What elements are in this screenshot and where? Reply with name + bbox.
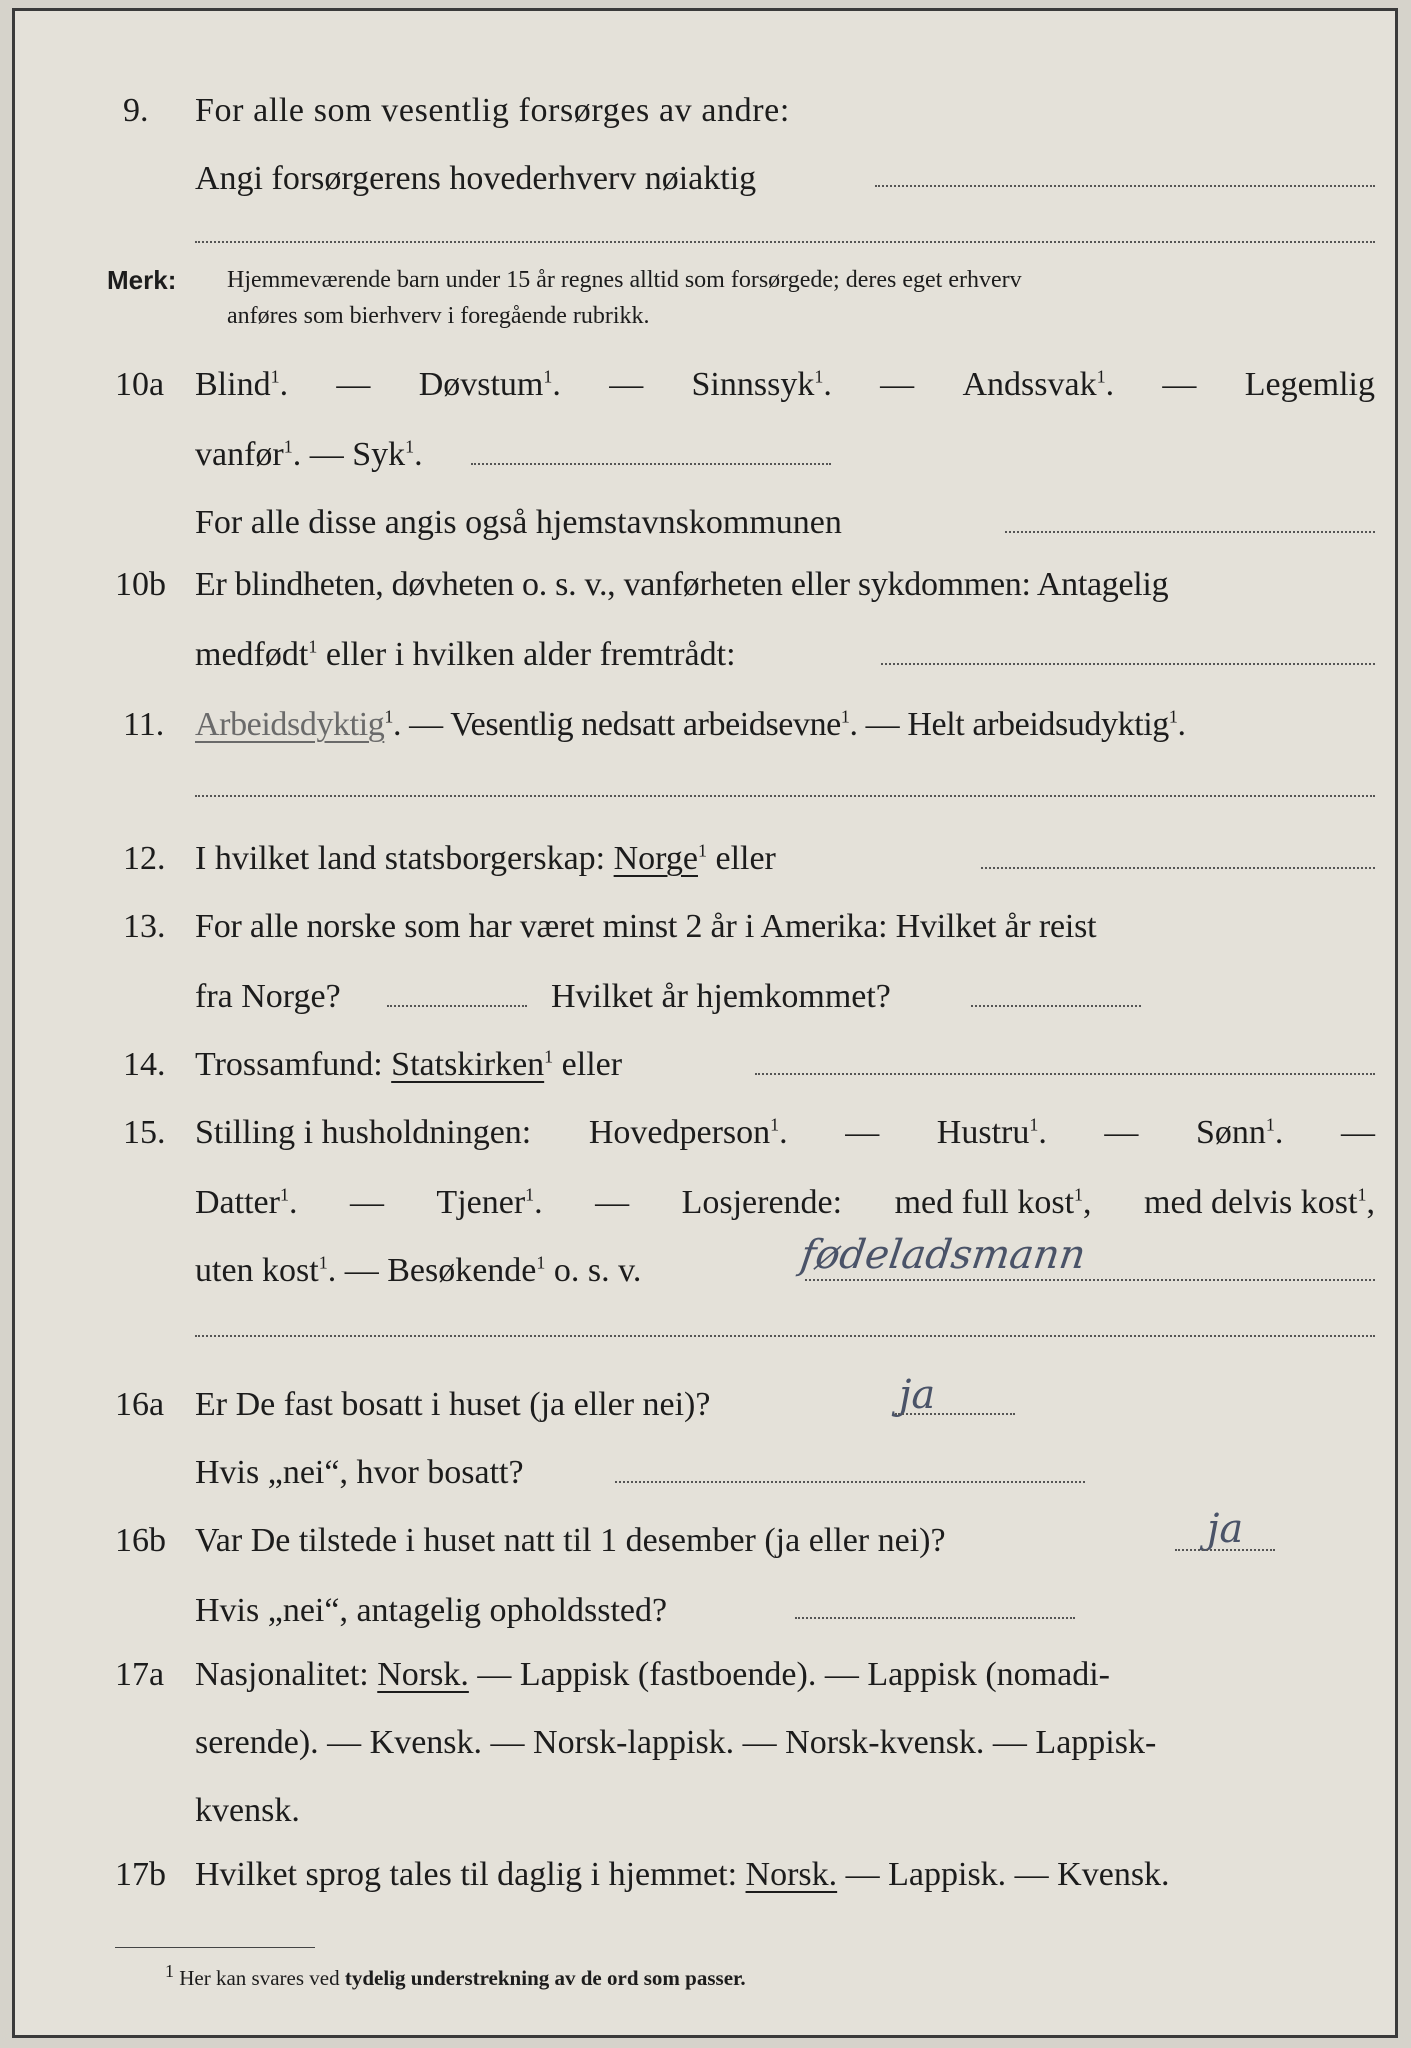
option-sonn: Sønn <box>1196 1114 1266 1151</box>
q15-line3: uten kost$^1$. — Besøkende$^1$ o. s. v. <box>195 1252 642 1289</box>
option-uten-kost: uten kost <box>195 1252 319 1289</box>
q15-line1: Stilling i husholdningen: Hovedperson$^1$. — Hustru$^1$. — Sønn$^1$. — <box>195 1114 1375 1151</box>
q10b-line2-rest: eller i hvilken alder fremtrådt: <box>325 636 736 673</box>
q9-answer-line <box>875 185 1375 187</box>
option-norsk-sprog: Norsk. <box>745 1856 838 1893</box>
q14-number: 14. <box>123 1046 166 1083</box>
option-besokende: Besøkende <box>387 1252 537 1289</box>
q10a-line3: For alle disse angis også hjemstavnskommunen <box>195 504 842 541</box>
census-form <box>15 11 1395 2035</box>
q10b-line2: medfødt$^1$ eller i hvilken alder fremtrådt: <box>195 636 736 673</box>
q12-eller: eller <box>715 840 776 877</box>
q10a-hjemstavn-line <box>1005 531 1375 533</box>
q17b-number: 17b <box>115 1856 166 1893</box>
option-vanfor: vanfør <box>195 436 284 473</box>
q10b-line1: Er blindheten, døvheten o. s. v., vanførheten eller sykdommen: Antagelig <box>195 566 1169 603</box>
option-dovstum: Døvstum <box>418 366 544 403</box>
q14-answer-line <box>755 1073 1375 1075</box>
option-tjener: Tjener <box>436 1184 526 1221</box>
q15-osv: o. s. v. <box>553 1252 642 1289</box>
q14-line: Trossamfund: Statskirken$^1$ eller <box>195 1046 623 1083</box>
q12-answer-line <box>981 867 1375 869</box>
q9-answer-line-2 <box>195 241 1375 243</box>
option-vesentlig-nedsatt: Vesentlig nedsatt arbeidsevne <box>450 706 841 743</box>
option-legemlig: Legemlig <box>1244 366 1375 403</box>
q12-line: I hvilket land statsborgerskap: Norge$^1$ eller <box>195 840 776 877</box>
q10a-line1: Blind$^1$. — Døvstum$^1$. — Sinnssyk$^1$. — Andssvak$^1$. — Legemlig <box>195 366 1375 403</box>
footnote <box>165 1961 746 1991</box>
q16a-line2: Hvis „nei“, hvor bosatt? <box>195 1454 524 1491</box>
q17b-text: Hvilket sprog tales til daglig i hjemmet: <box>195 1856 738 1893</box>
q15-answer-line <box>805 1279 1375 1281</box>
footnote-mark: 1 <box>165 1961 174 1981</box>
q11-line: Arbeidsdyktig$^1$. — Vesentlig nedsatt arbeidsevne$^1$. — Helt arbeidsudyktig$^1$. <box>195 706 1186 743</box>
option-norsk-nasjonalitet: Norsk. <box>377 1656 469 1693</box>
option-datter: Datter <box>195 1184 280 1221</box>
merk-label: Merk: <box>107 265 177 295</box>
q17a-nasjonalitet: Nasjonalitet: <box>195 1656 369 1693</box>
option-arbeidsdyktig: Arbeidsdyktig <box>195 706 385 743</box>
q10a-line2: vanfør$^1$. — Syk$^1$. <box>195 436 423 473</box>
q16b-line1: Var De tilstede i huset natt til 1 desember (ja eller nei)? <box>195 1522 946 1559</box>
q10a-syk-line <box>471 463 831 465</box>
q17a-line3: kvensk. <box>195 1792 300 1829</box>
merk-line2: anføres som bierhverv i foregående rubrikk. <box>227 303 650 329</box>
q17a-line1-rest: — Lappisk (fastboende). — Lappisk (nomadi- <box>477 1656 1110 1693</box>
option-med-full-kost: med full kost <box>894 1184 1075 1221</box>
q9-line2: Angi forsørgerens hovederhverv nøiaktig <box>195 160 757 197</box>
q16a-answer-line <box>895 1413 1015 1415</box>
q13-reist-line <box>387 1005 527 1007</box>
option-hustru: Hustru <box>936 1114 1030 1151</box>
q10b-number: 10b <box>115 566 166 603</box>
q15-handwritten-answer: fødeladsmann <box>797 1232 1089 1278</box>
option-statskirken: Statskirken <box>391 1046 545 1083</box>
option-hovedperson: Hovedperson <box>588 1114 771 1151</box>
q17a-line2: serende). — Kvensk. — Norsk-lappisk. — Norsk-kvensk. — Lappisk- <box>195 1724 1157 1761</box>
form-sheet <box>12 8 1398 2038</box>
option-syk: Syk <box>352 436 406 473</box>
q15-answer-line-2 <box>195 1335 1375 1337</box>
q12-text: I hvilket land statsborgerskap: <box>195 840 606 877</box>
q14-eller: eller <box>561 1046 623 1083</box>
q13-number: 13. <box>123 908 166 945</box>
merk-line1: Hjemmeværende barn under 15 år regnes alltid som forsørgede; deres eget erhverv <box>227 267 1022 293</box>
option-medfodt: medfødt <box>195 636 309 673</box>
q16b-number: 16b <box>115 1522 166 1559</box>
q9-number: 9. <box>123 92 149 129</box>
q17b-rest: — Lappisk. — Kvensk. <box>845 1856 1170 1893</box>
option-med-delvis-kost: med delvis kost <box>1144 1184 1358 1221</box>
option-norge: Norge <box>613 840 698 877</box>
q15-number: 15. <box>123 1114 166 1151</box>
q10a-number: 10a <box>115 366 165 403</box>
q13-line1: For alle norske som har været minst 2 år i Amerika: Hvilket år reist <box>195 908 1097 945</box>
q9-line1: For alle som vesentlig forsørges av andre: <box>195 92 790 129</box>
q15-stilling: Stilling i husholdningen: <box>195 1114 532 1151</box>
q16a-handwritten-answer: ja <box>899 1372 936 1418</box>
q11-number: 11. <box>123 706 165 743</box>
q16b-opholdssted-line <box>795 1617 1075 1619</box>
q17a-line1 <box>195 1655 1110 1695</box>
q16b-handwritten-answer: ja <box>1207 1506 1244 1552</box>
q15-losjerende: Losjerende: <box>681 1184 843 1221</box>
q11-answer-line <box>195 795 1375 797</box>
q10b-answer-line <box>881 663 1375 665</box>
q16b-line2: Hvis „nei“, antagelig opholdssted? <box>195 1592 668 1629</box>
q14-text: Trossamfund: <box>195 1046 383 1083</box>
q12-number: 12. <box>123 840 166 877</box>
option-blind: Blind <box>195 366 271 403</box>
q16a-bosatt-line <box>615 1481 1085 1483</box>
q16b-answer-line <box>1175 1549 1275 1551</box>
q16a-line1: Er De fast bosatt i huset (ja eller nei)? <box>195 1386 711 1423</box>
option-sinnssyk: Sinnssyk <box>691 366 815 403</box>
q13-hjemkommet: Hvilket år hjemkommet? <box>551 978 891 1015</box>
option-helt-arbeidsudyktig: Helt arbeidsudyktig <box>907 706 1169 743</box>
footnote-text-bold: tydelig understrekning av de ord som passer. <box>344 1966 746 1990</box>
footnote-text-plain: Her kan svares ved <box>179 1966 340 1990</box>
q16a-number: 16a <box>115 1386 165 1423</box>
q13-hjemkommet-line <box>971 1005 1141 1007</box>
footnote-rule <box>115 1947 315 1948</box>
q13-fra-norge: fra Norge? <box>195 978 341 1015</box>
q17a-number: 17a <box>115 1656 165 1693</box>
option-andssvak: Andssvak <box>962 366 1097 403</box>
q17b-line <box>195 1855 1170 1895</box>
q15-line2: Datter$^1$. — Tjener$^1$. — Losjerende: med full kost$^1$, med delvis kost$^1$, <box>195 1184 1375 1221</box>
